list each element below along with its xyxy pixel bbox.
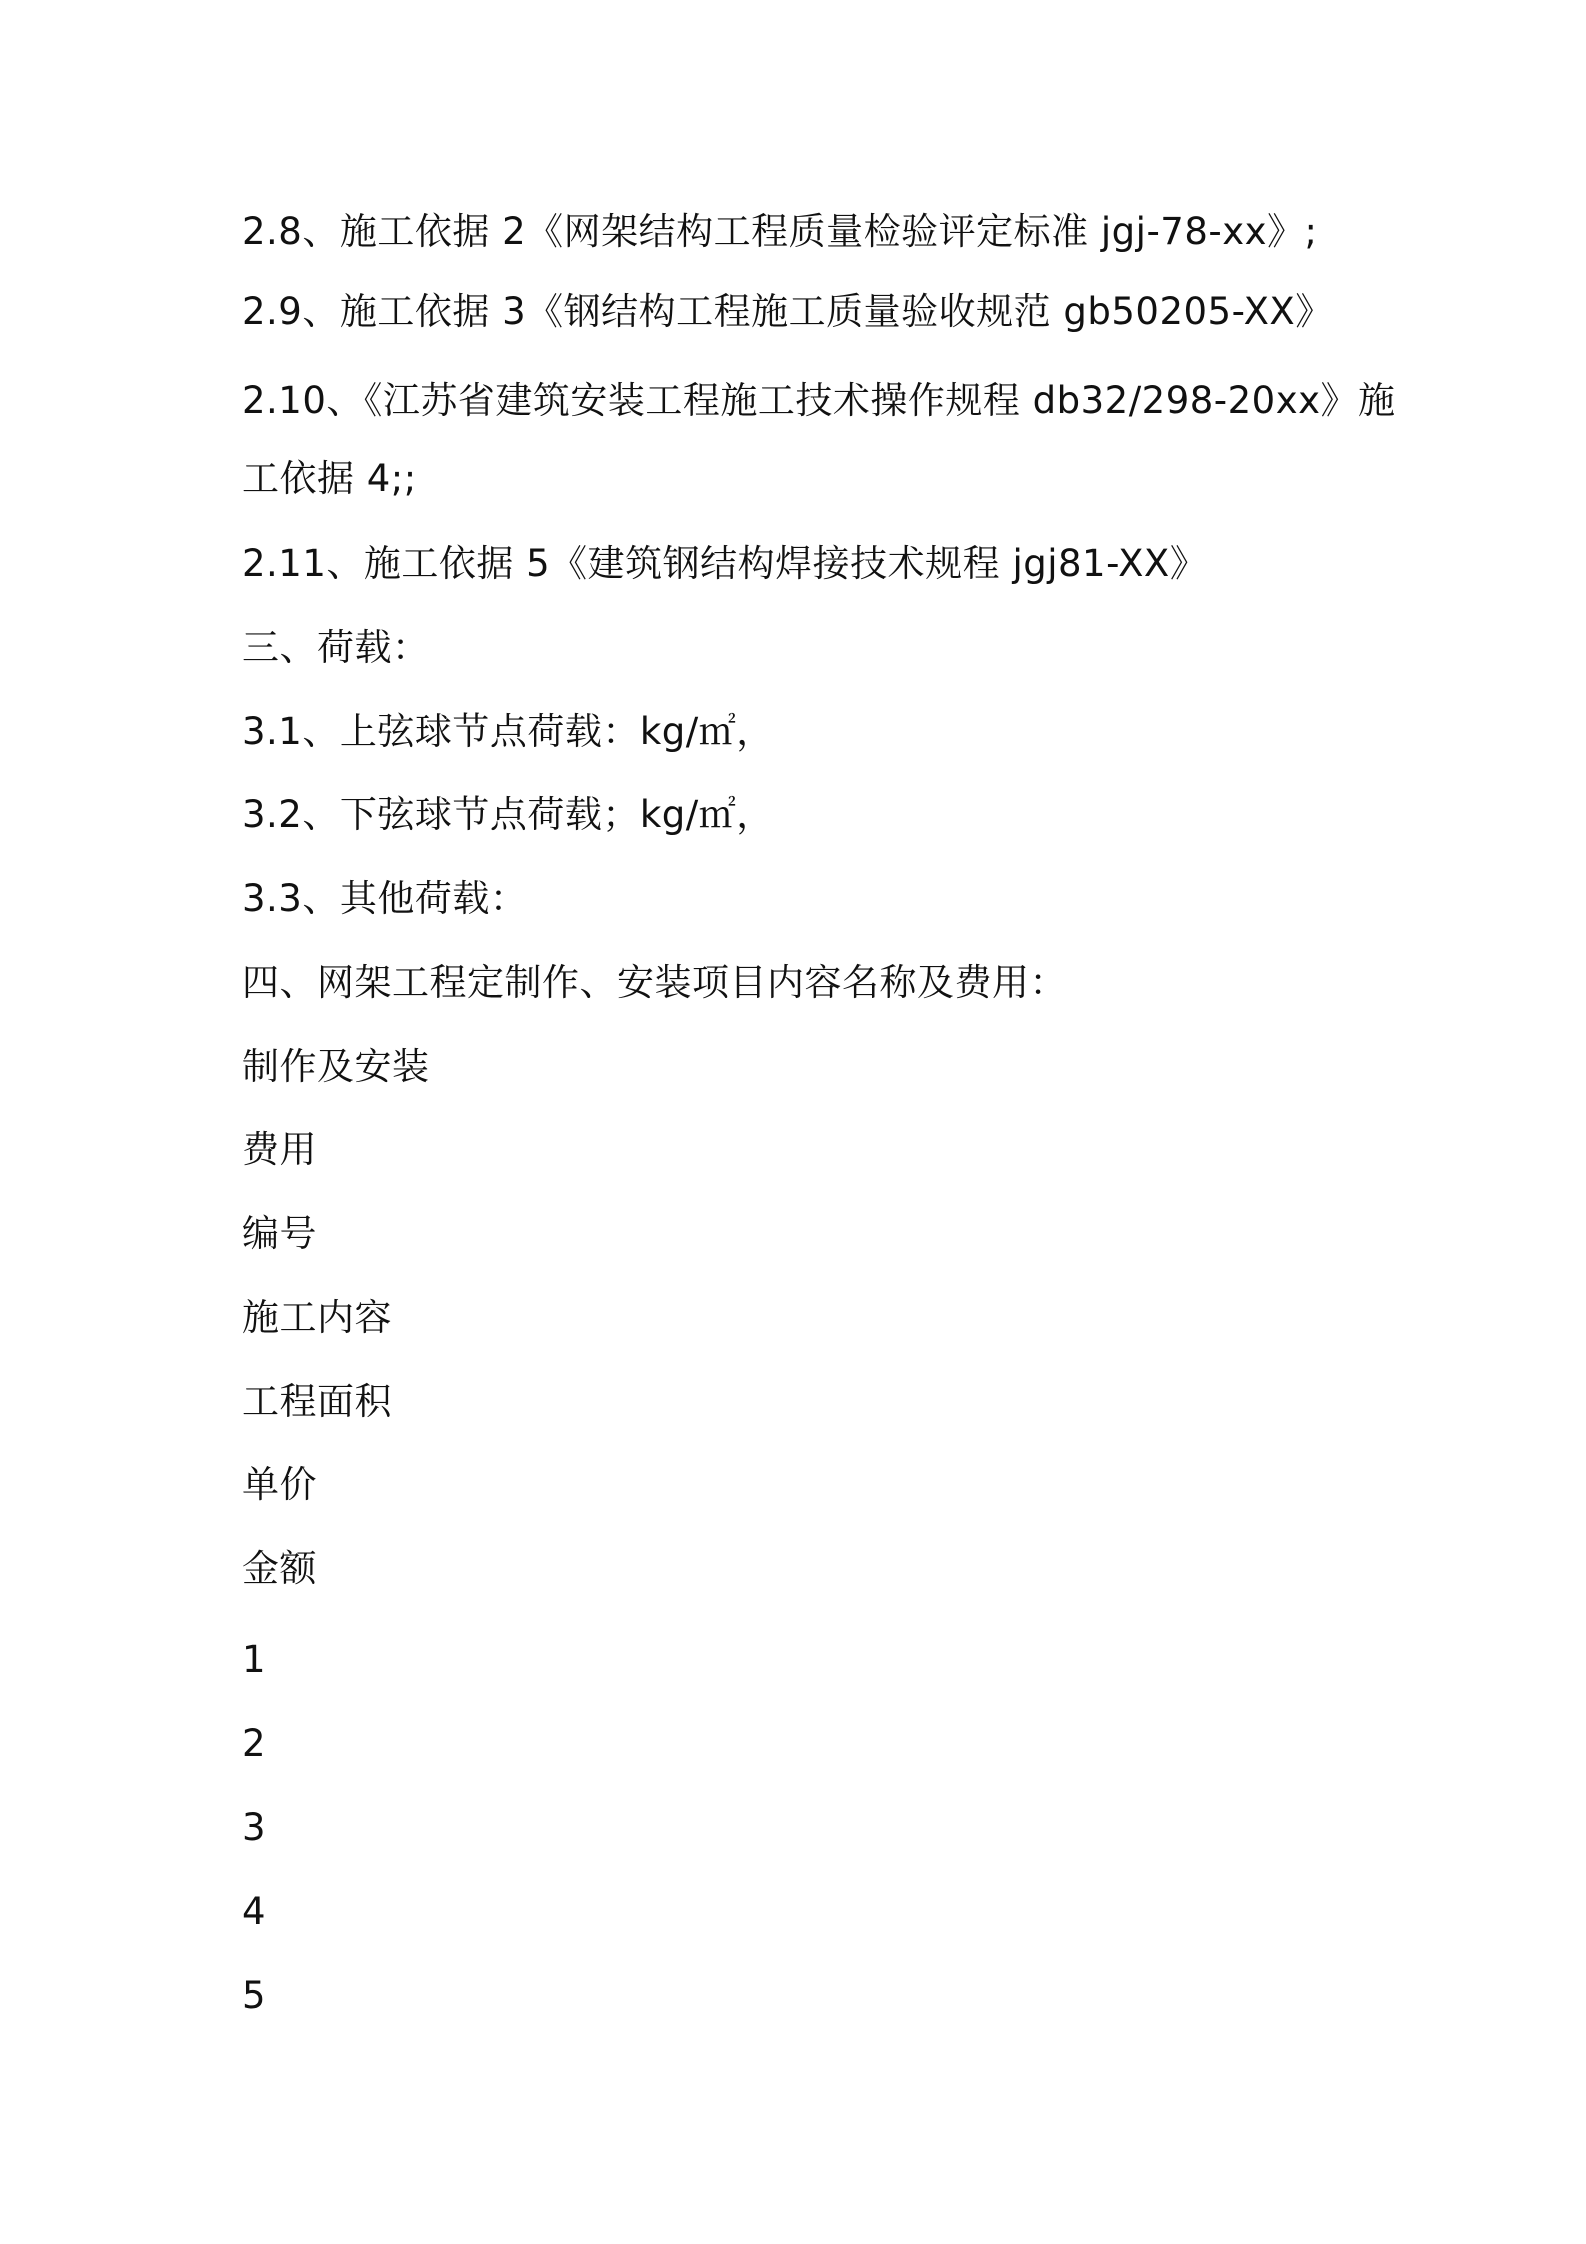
text-line-3-3: 3.3、其他荷载： <box>242 877 528 920</box>
table-cell-cost: 费用 <box>242 1128 317 1171</box>
section-heading-load: 三、荷载： <box>242 626 430 669</box>
table-header-area: 工程面积 <box>242 1380 392 1423</box>
text-line-2-8: 2.8、施工依据 2《网架结构工程质量检验评定标准 jgj-78-xx》; <box>242 210 1318 253</box>
table-row-number-1: 1 <box>242 1638 267 1681</box>
table-cell-fabrication-installation: 制作及安装 <box>242 1045 430 1088</box>
text-line-3-1: 3.1、上弦球节点荷载：kg/㎡， <box>242 710 774 753</box>
table-header-unit-price: 单价 <box>242 1463 317 1506</box>
text-line-2-9: 2.9、施工依据 3《钢结构工程施工质量验收规范 gb50205-XX》 <box>242 290 1333 333</box>
text-line-2-10-continued: 工依据 4;; <box>242 457 417 500</box>
table-row-number-3: 3 <box>242 1806 267 1849</box>
text-line-2-11: 2.11、施工依据 5《建筑钢结构焊接技术规程 jgj81-XX》 <box>242 542 1208 585</box>
table-header-amount: 金额 <box>242 1547 317 1590</box>
section-heading-grid-project: 四、网架工程定制作、安装项目内容名称及费用： <box>242 961 1067 1004</box>
text-line-3-2: 3.2、下弦球节点荷载；kg/㎡， <box>242 793 774 836</box>
text-line-2-10: 2.10、《江苏省建筑安装工程施工技术操作规程 db32/298-20xx》施 <box>242 379 1396 422</box>
table-header-number: 编号 <box>242 1212 317 1255</box>
table-row-number-5: 5 <box>242 1974 267 2017</box>
table-row-number-2: 2 <box>242 1722 267 1765</box>
table-row-number-4: 4 <box>242 1890 267 1933</box>
table-header-construction-content: 施工内容 <box>242 1296 392 1339</box>
